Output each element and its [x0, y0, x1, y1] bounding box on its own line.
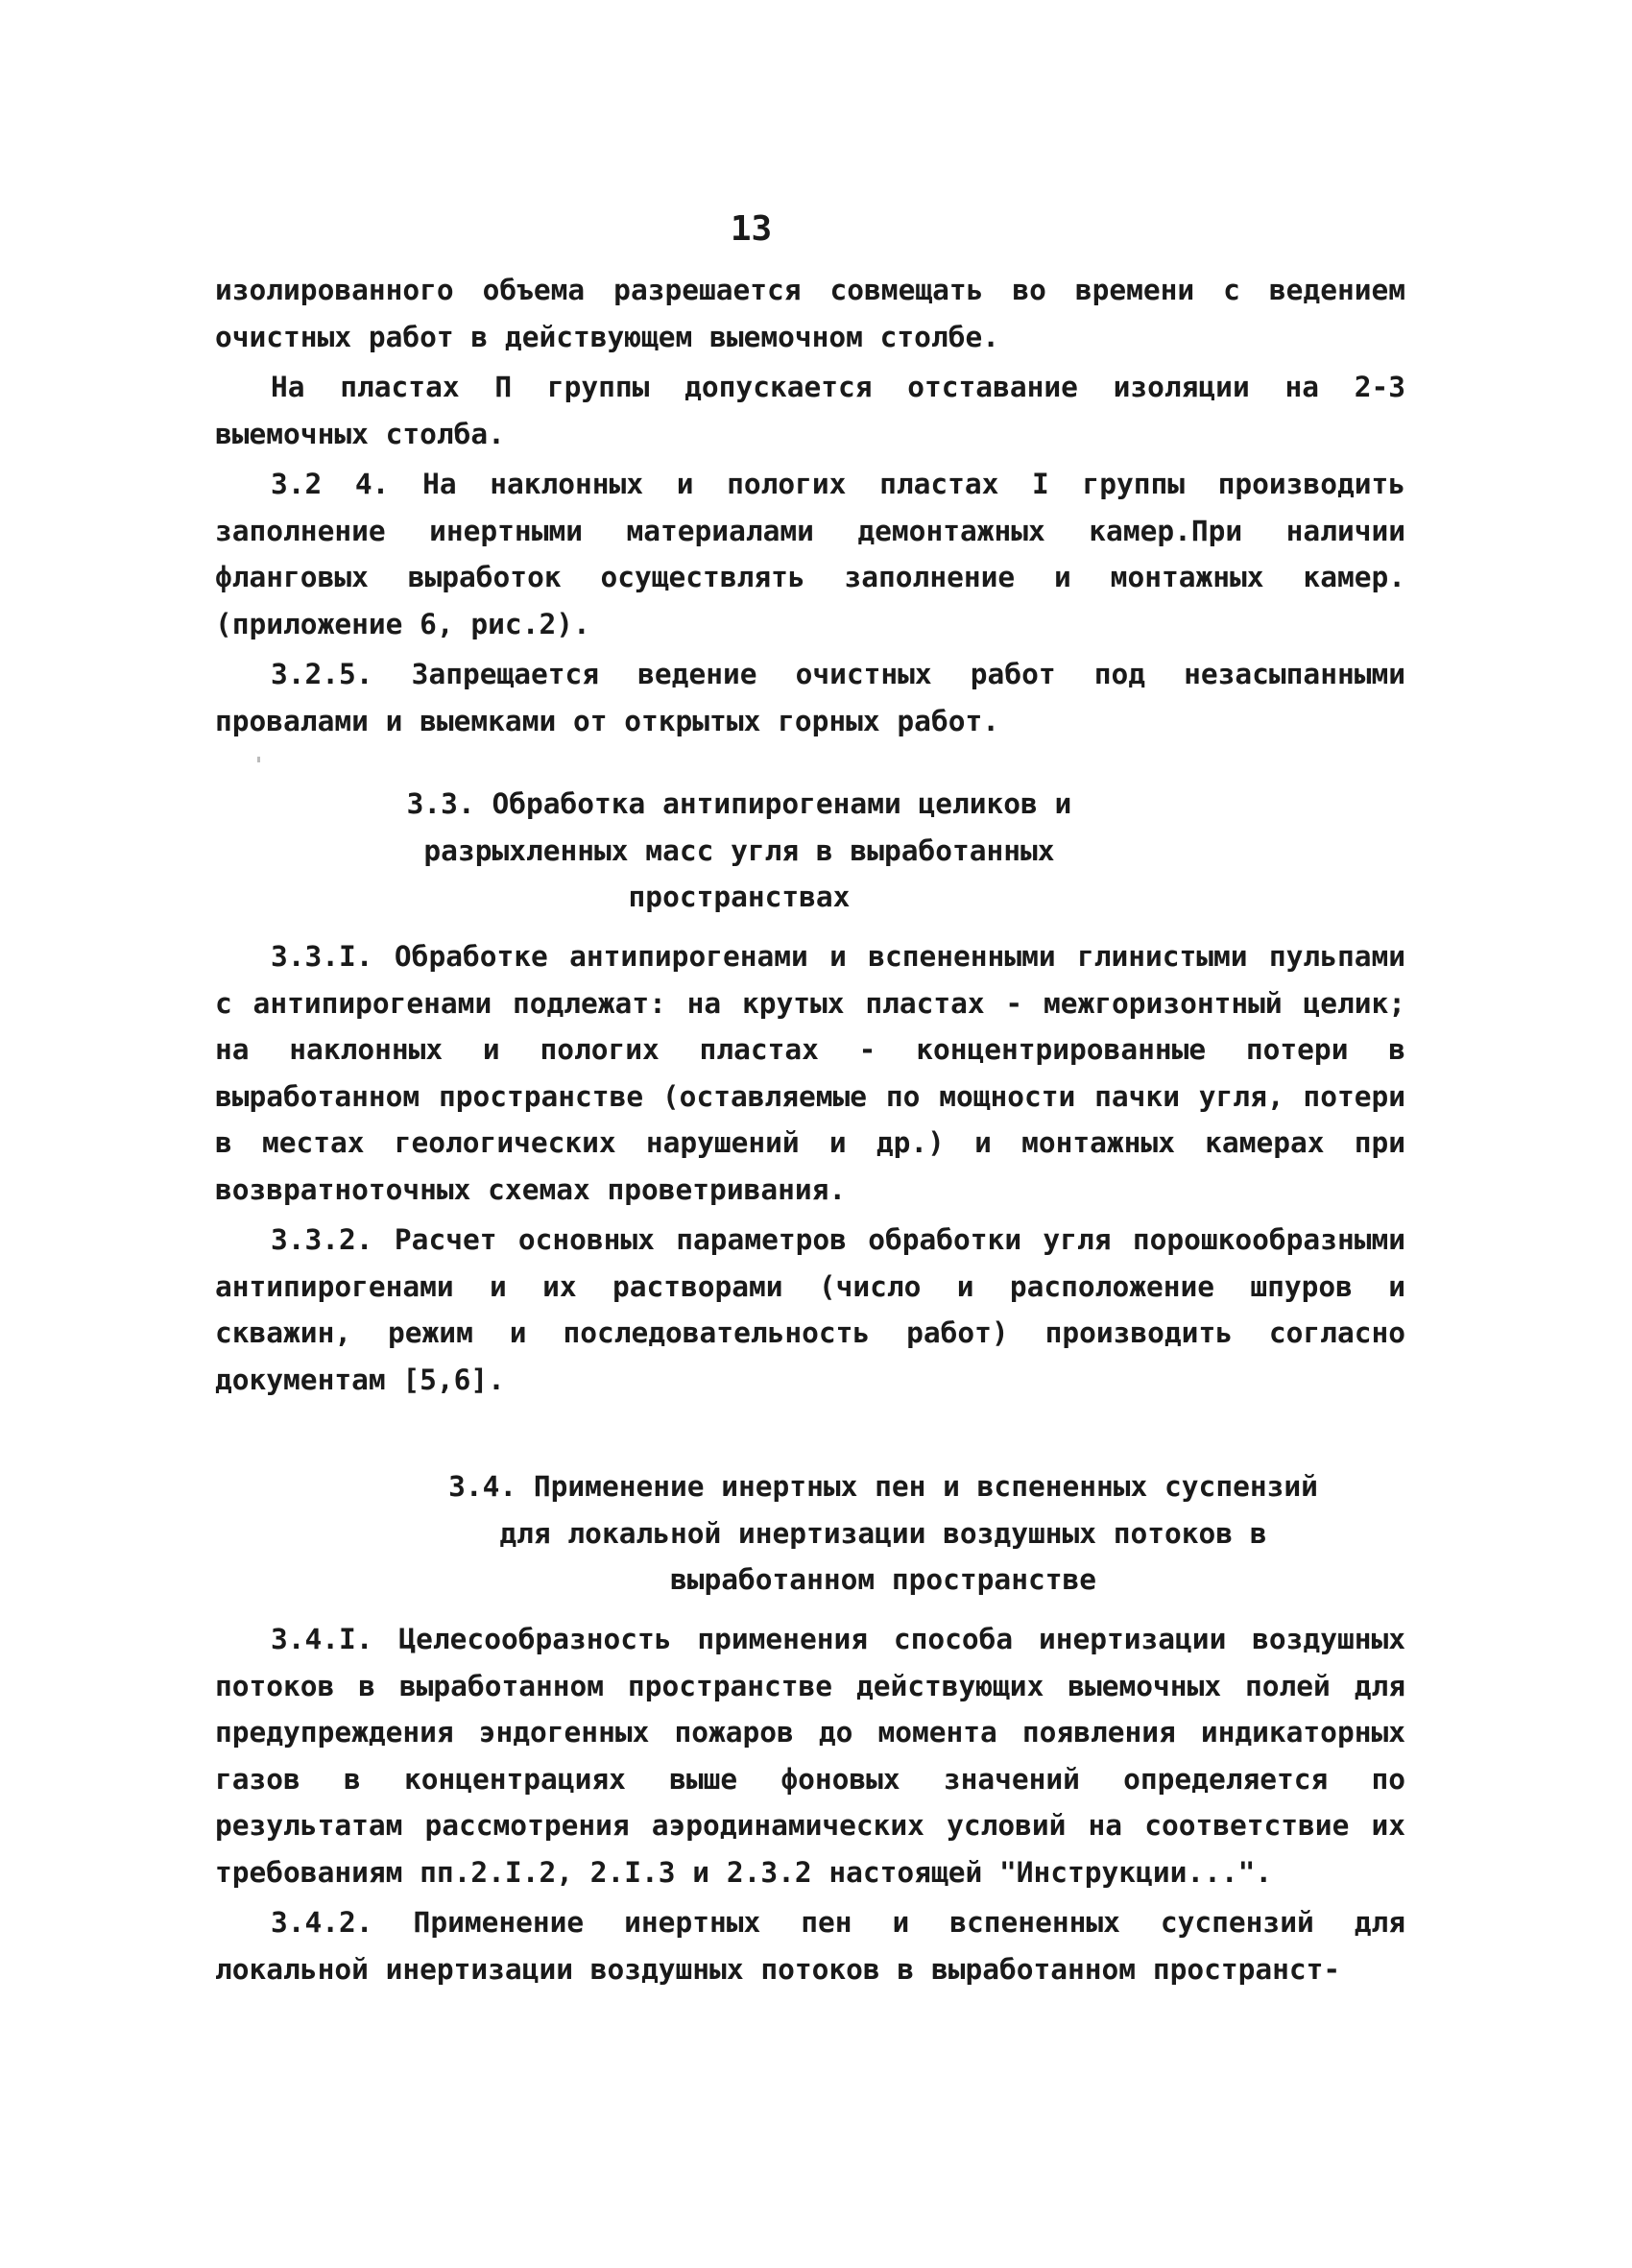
paragraph: 3.4.2. Применение инертных пен и вспененных суспензий для локальной инертизации воздушных потоков в выработанном пространст-: [215, 1906, 1405, 1986]
heading-line: 3.3. Обработка антипирогенами целиков и: [406, 787, 1072, 820]
paragraph: 3.3.2. Расчет основных параметров обработки угля порошкообразными антипирогенами и их растворами (число и расположение шпуров и скважин, режим и последовательность работ) производить согласно документам [5,6].: [215, 1223, 1405, 1396]
paragraph: 3.3.I. Обработке антипирогенами и вспененными глинистыми пульпами с антипирогенами подлежат: на крутых пластах - межгоризонтный целик; на наклонных и пологих пластах - концентрированные потери в выработанном пространстве (оставляемые по мощности пачки угля, потери в местах геологических нарушений и др.) и монтажных камерах при возвратноточных схемах проветривания.: [215, 940, 1405, 1206]
heading-line: пространствах: [628, 881, 851, 913]
heading-line: выработанном пространстве: [669, 1563, 1096, 1596]
text-block-2: [215, 933, 1405, 1403]
paragraph: 3.2.5. Запрещается ведение очистных работ под незасыпанными провалами и выемками от открытых горных работ.: [215, 658, 1405, 737]
paragraph: изолированного объема разрешается совмещать во времени с ведением очистных работ в действующем выемочном столбе.: [215, 274, 1405, 353]
heading-line: разрыхленных масс угля в выработанных: [423, 833, 1055, 867]
text-block-3: [215, 1616, 1405, 1992]
scan-mark: [257, 757, 260, 762]
page-number: 13: [730, 209, 773, 249]
paragraph: 3.4.I. Целесообразность применения способа инертизации воздушных потоков в выработанном пространстве действующих выемочных полей для предупреждения эндогенных пожаров до момента появления индикаторных газов в концентрациях выше фоновых значений определяется по результатам рассмотрения аэродинамических условий на соответствие их требованиям пп.2.I.2, 2.I.3 и 2.3.2 настоящей "Инструкции...".: [215, 1623, 1405, 1889]
paragraph: На пластах П группы допускается отставание изоляции на 2-3 выемочных столба.: [215, 371, 1405, 450]
section-heading-3-3: [365, 781, 1114, 921]
heading-line: 3.4. Применение инертных пен и вспененных суспензий: [448, 1470, 1318, 1503]
heading-line: для локальной инертизации воздушных потоков в: [499, 1516, 1267, 1550]
paragraph: 3.2 4. На наклонных и пологих пластах I группы производить заполнение инертными материалами демонтажных камер.При наличии фланговых выработок осуществлять заполнение и монтажных камер. (приложение 6, рис.2).: [215, 468, 1405, 640]
text-block-1: [215, 267, 1405, 744]
section-heading-3-4: [384, 1463, 1382, 1604]
